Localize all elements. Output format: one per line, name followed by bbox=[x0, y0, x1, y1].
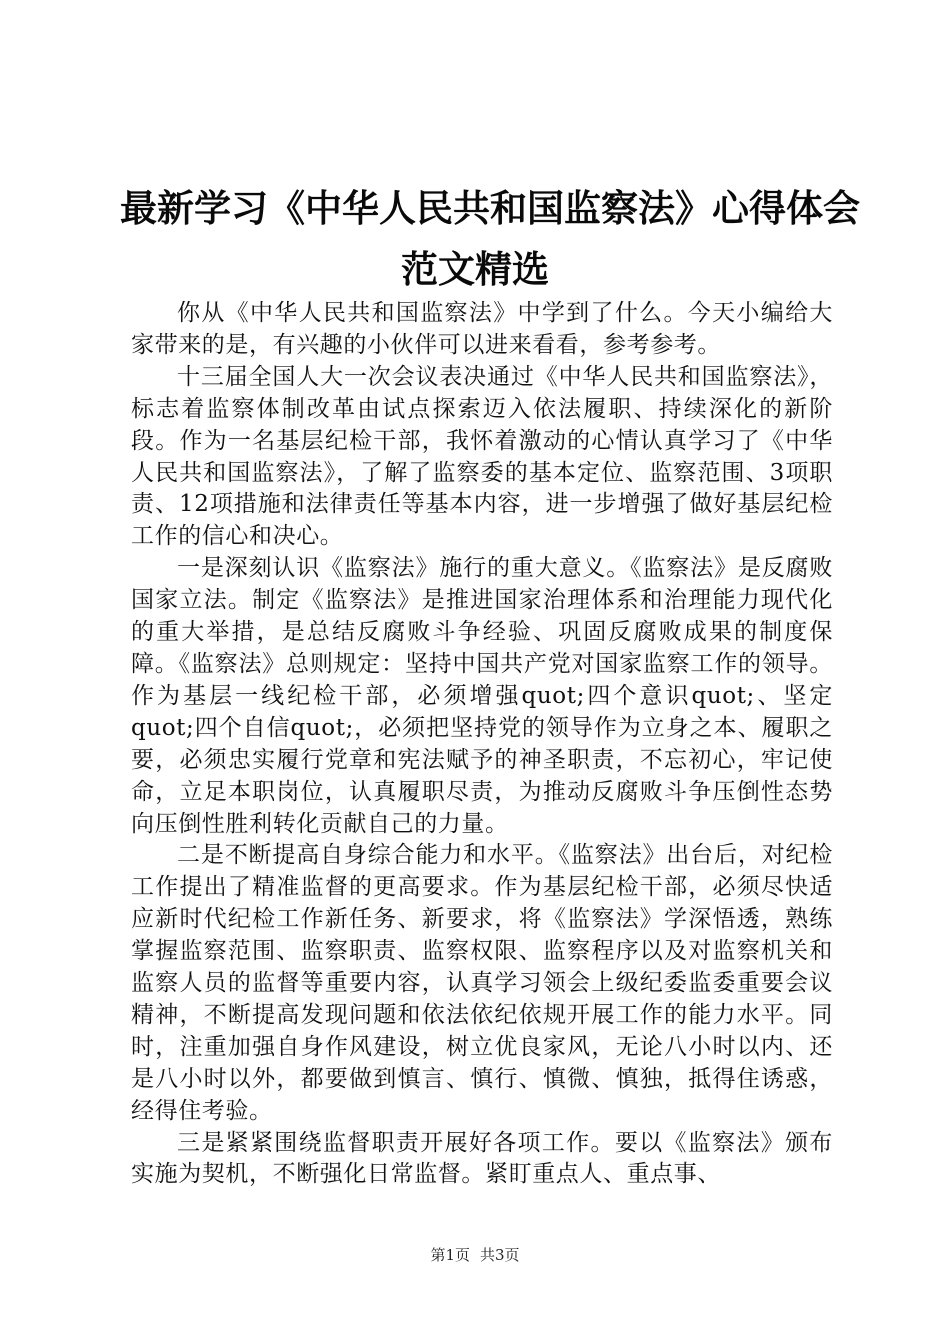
document-body bbox=[131, 298, 833, 1191]
paragraph-point-two: 二是不断提高自身综合能力和水平。《监察法》出台后，对纪检工作提出了精准监督的更高要求。作为基层纪检干部，必须尽快适应新时代纪检工作新任务、新要求，将《监察法》学深悟透，熟练掌握监察范围、监察职责、监察权限、监察程序以及对监察机关和监察人员的监督等重要内容，认真学习领会上级纪委监委重要会议精神，不断提高发现问题和依法依纪依规开展工作的能力水平。同时，注重加强自身作风建设，树立优良家风，无论八小时以内、还是八小时以外，都要做到慎言、慎行、慎微、慎独，抵得住诱惑，经得住考验。 bbox=[131, 842, 833, 1124]
document-title-line-1: 最新学习《中华人民共和国监察法》心得体会 bbox=[120, 187, 860, 230]
paragraph-point-three: 三是紧紧围绕监督职责开展好各项工作。要以《监察法》颁布实施为契机，不断强化日常监督。紧盯重点人、重点事、 bbox=[131, 1129, 833, 1188]
page-total: 共3页 bbox=[480, 1246, 520, 1264]
page-number: 第1页 bbox=[430, 1246, 470, 1264]
paragraph-intro: 你从《中华人民共和国监察法》中学到了什么。今天小编给大家带来的是，有兴趣的小伙伴可以进来看看，参考参考。 bbox=[131, 300, 833, 358]
paragraph-background: 十三届全国人大一次会议表决通过《中华人民共和国监察法》，标志着监察体制改革由试点探索迈入依法履职、持续深化的新阶段。作为一名基层纪检干部，我怀着激动的心情认真学习了《中华人民共和国监察法》，了解了监察委的基本定位、监察范围、3项职责、12项措施和法律责任等基本内容，进一步增强了做好基层纪检工作的信心和决心。 bbox=[131, 363, 833, 550]
page-footer bbox=[0, 1245, 950, 1265]
paragraph-point-one: 一是深刻认识《监察法》施行的重大意义。《监察法》是反腐败国家立法。制定《监察法》是推进国家治理体系和治理能力现代化的重大举措，是总结反腐败斗争经验、巩固反腐败成果的制度保障。《监察法》总则规定：坚持中国共产党对国家监察工作的领导。作为基层一线纪检干部，必须增强quot;四个意识quot;、坚定quot;四个自信quot;，必须把坚持党的领导作为立身之本、履职之要，必须忠实履行党章和宪法赋予的神圣职责，不忘初心，牢记使命，立足本职岗位，认真履职尽责，为推动反腐败斗争压倒性态势向压倒性胜利转化贡献自己的力量。 bbox=[131, 555, 833, 837]
document-title-line-2: 范文精选 bbox=[401, 248, 549, 291]
